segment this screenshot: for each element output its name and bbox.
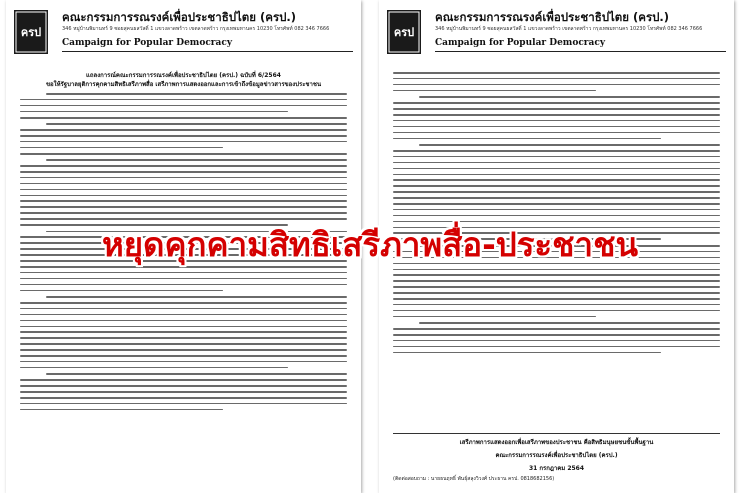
letterhead [14,8,353,66]
body-text [393,72,720,358]
org-name-th: คณะกรรมการรณรงค์เพื่อประชาธิปไตย (ครป.) [62,10,297,24]
logo-text: ครป [20,26,42,39]
statement-title-2: ขอให้รัฐบาลยุติการคุกคามสิทธิเสรีภาพสื่อ เสรีภาพการแสดงออกและการเข้าถึงข้อมูลข่าวสารของประชาชน [45,81,322,88]
org-address: 346 หมู่บ้านพิมานทร์ 9 ซอยสุคนธสวัสดิ์ 1 แขวงลาดพร้าว เขตลาดพร้าว กรุงเทพมหานคร 10230 โทรศัพท์ 082 346 7666 [62,26,330,32]
statement-title-1: แถลงการณ์คณะกรรมการรณรงค์เพื่อประชาธิปไตย (ครป.) ฉบับที่ 6/2564 [86,72,281,79]
closing-title: เสรีภาพการแสดงออกเพื่อเสรีภาพของประชาชน คือสิทธิมนุษยชนขั้นพื้นฐาน [459,439,654,446]
closing-rule [393,433,720,434]
org-name-th: คณะกรรมการรณรงค์เพื่อประชาธิปไตย (ครป.) [435,10,670,24]
statement-page-1 [6,0,361,493]
signatory: คณะกรรมการรณรงค์เพื่อประชาธิปไตย (ครป.) [495,452,618,459]
letterhead-rule [435,51,726,52]
cpd-logo [387,10,421,54]
org-name-en: Campaign for Popular Democracy [62,38,233,48]
org-address: 346 หมู่บ้านพิมานทร์ 9 ซอยสุคนธสวัสดิ์ 1 แขวงลาดพร้าว เขตลาดพร้าว กรุงเทพมหานคร 10230 โทรศัพท์ 082 346 7666 [435,26,703,32]
contact-line: (ติดต่อสอบถาม : นายธนฤทธิ์ พันธุ์สลุงวิวงศ์ ประธาน ครป. 0818682156) [393,476,555,482]
letterhead-rule [62,51,353,52]
statement-date: 31 กรกฎาคม 2564 [528,465,585,472]
logo-text: ครป [393,26,415,39]
cpd-logo [14,10,48,54]
statement-page-2 [379,0,734,493]
headline-text: หยุดคุกคามสิทธิเสรีภาพสื่อ-ประชาชน [101,225,639,264]
org-name-en: Campaign for Popular Democracy [435,38,606,48]
closing-block [379,437,734,473]
body-text [20,93,347,415]
letterhead [387,8,726,66]
